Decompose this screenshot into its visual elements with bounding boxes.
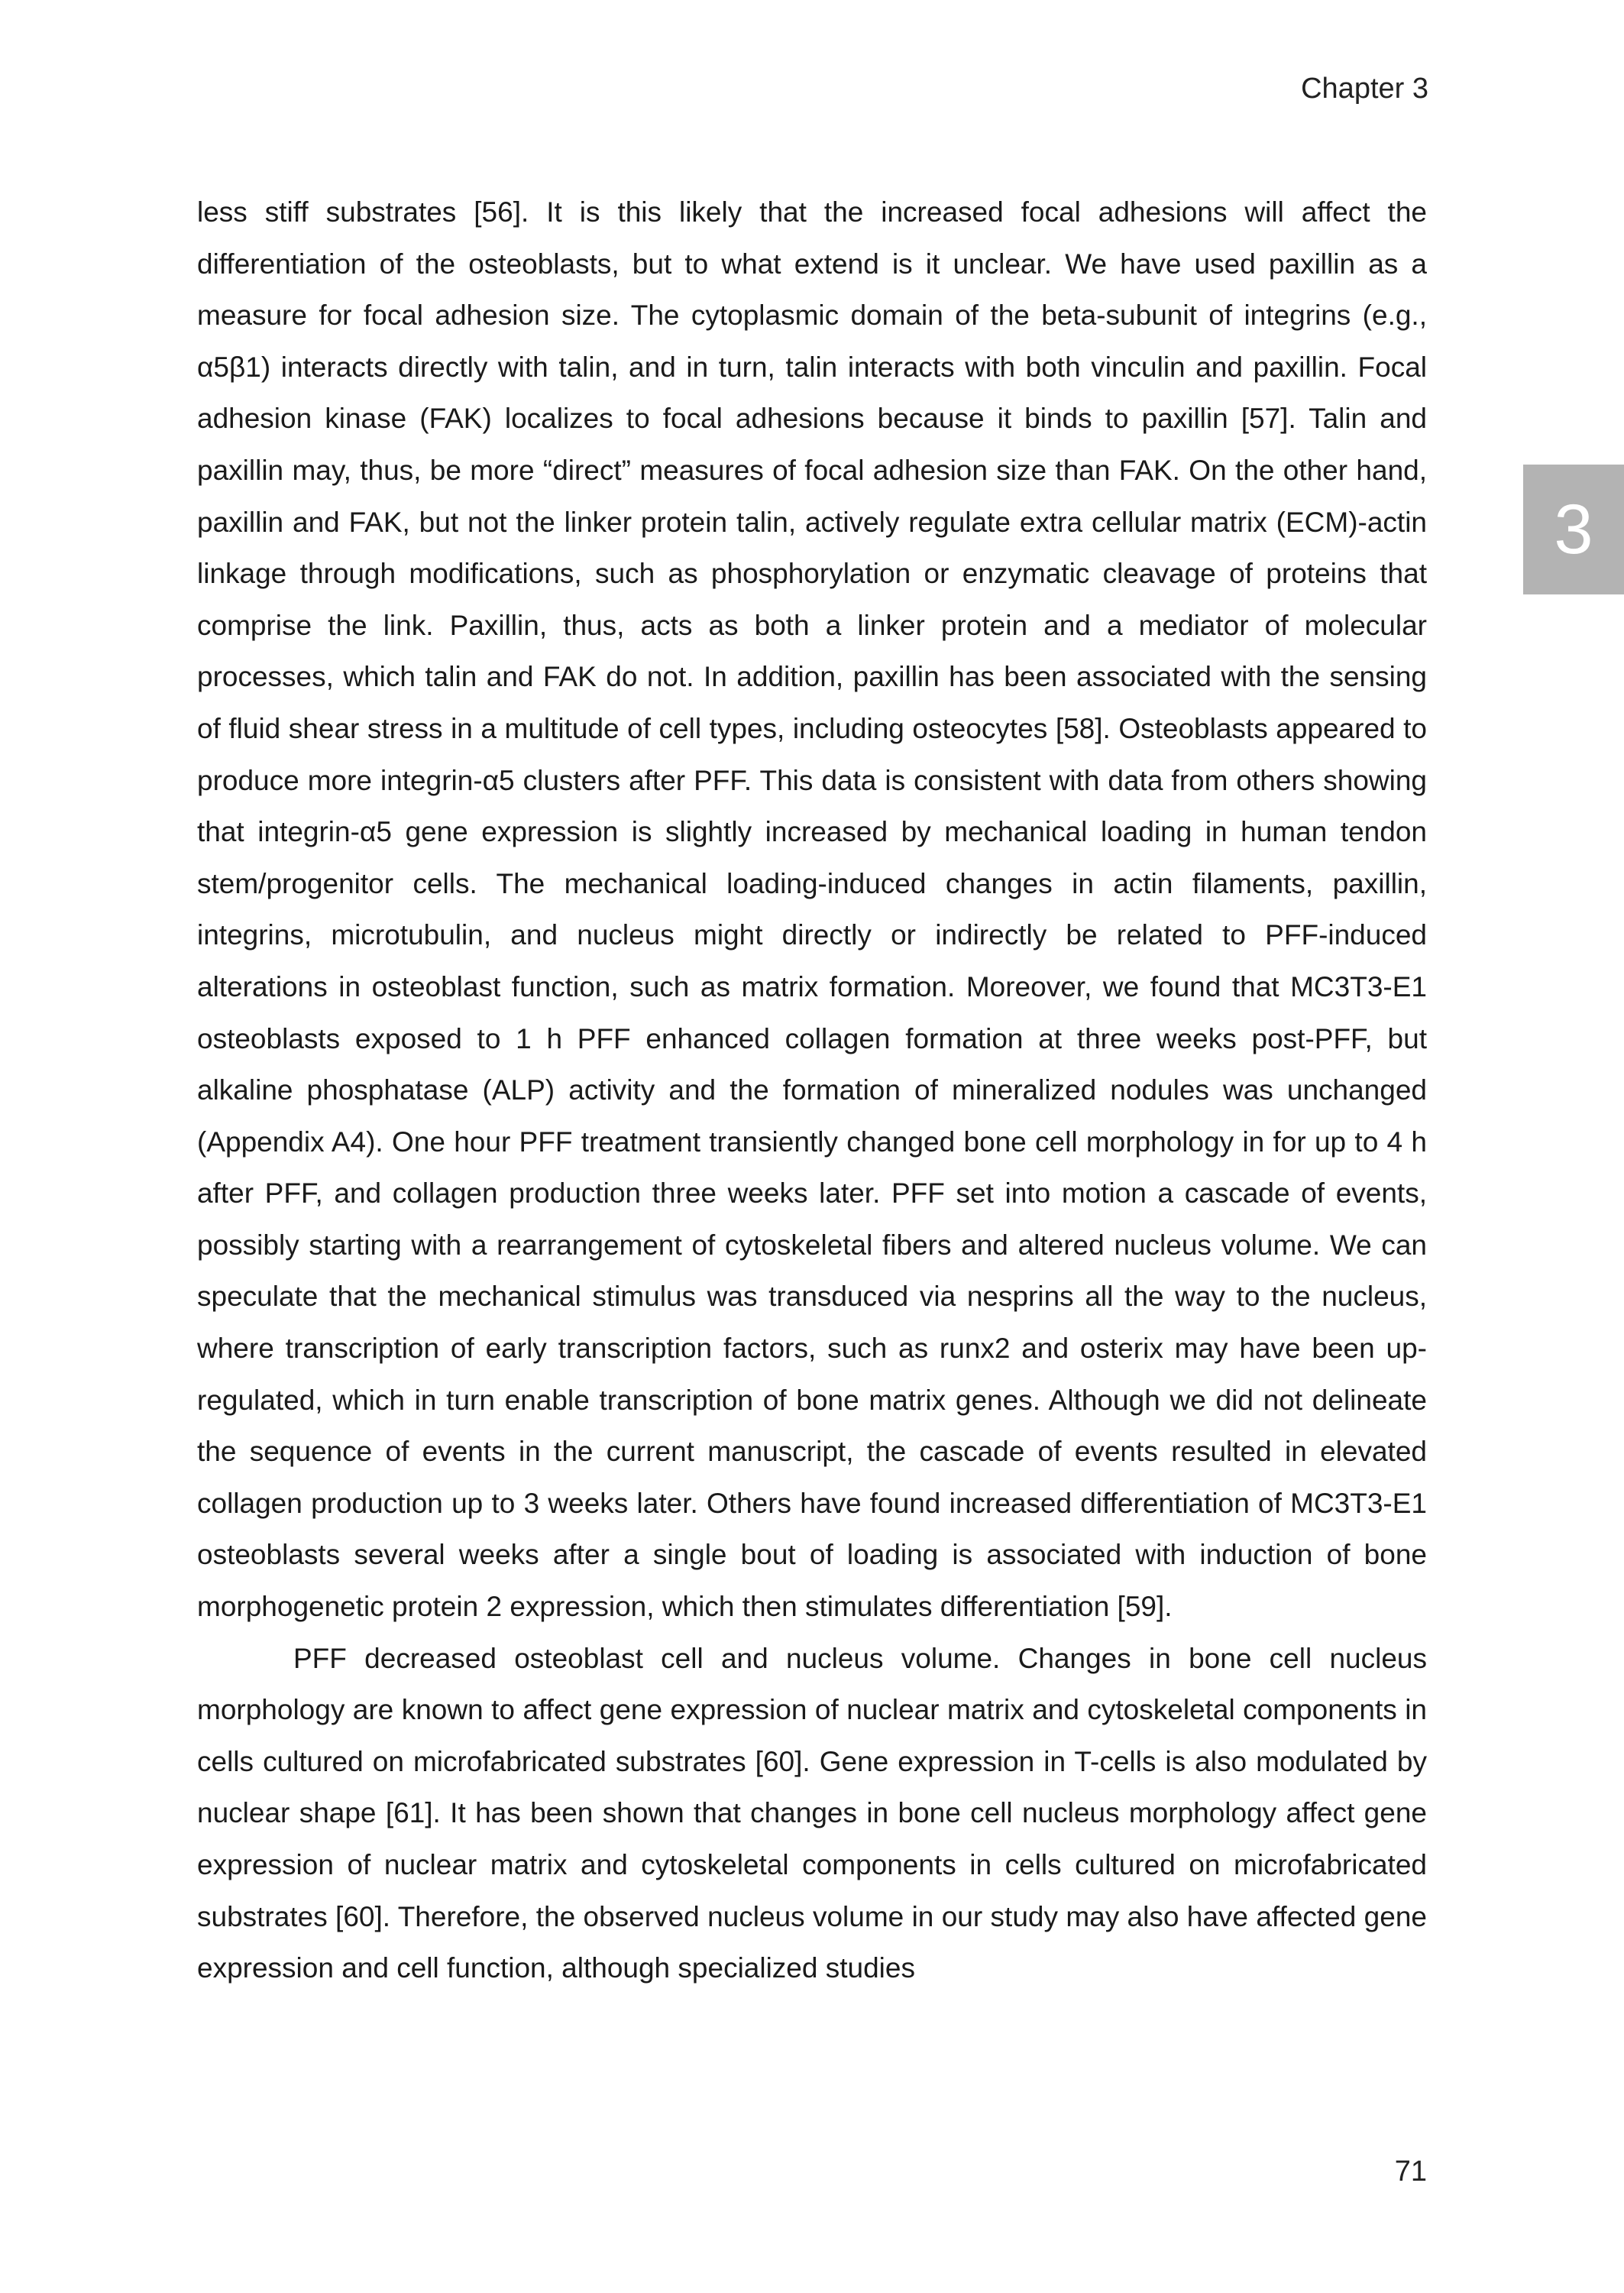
body-text: [197, 186, 1427, 1994]
paragraph-1: less stiff substrates [56]. It is this likely that the increased focal adhesions will affect the differentiation of the osteoblasts, but to what extend is it unclear. We have used paxillin as a measure for focal adhesion size. The cytoplasmic domain of the beta-subunit of integrins (e.g., α5β1) interacts directly with talin, and in turn, talin interacts with both vinculin and paxillin. Focal adhesion kinase (FAK) localizes to focal adhesions because it binds to paxillin [57]. Talin and paxillin may, thus, be more “direct” measures of focal adhesion size than FAK. On the other hand, paxillin and FAK, but not the linker protein talin, actively regulate extra cellular matrix (ECM)-actin linkage through modifications, such as phosphorylation or enzymatic cleavage of proteins that comprise the link. Paxillin, thus, acts as both a linker protein and a mediator of molecular processes, which talin and FAK do not. In addition, paxillin has been associated with the sensing of fluid shear stress in a multitude of cell types, including osteocytes [58]. Osteoblasts appeared to produce more integrin-α5 clusters after PFF. This data is consistent with data from others showing that integrin-α5 gene expression is slightly increased by mechanical loading in human tendon stem/progenitor cells. The mechanical loading-induced changes in actin filaments, paxillin, integrins, microtubulin, and nucleus might directly or indirectly be related to PFF-induced alterations in osteoblast function, such as matrix formation. Moreover, we found that MC3T3-E1 osteoblasts exposed to 1 h PFF enhanced collagen formation at three weeks post-PFF, but alkaline phosphatase (ALP) activity and the formation of mineralized nodules was unchanged (Appendix A4). One hour PFF treatment transiently changed bone cell morphology in for up to 4 h after PFF, and collagen production three weeks later. PFF set into motion a cascade of events, possibly starting with a rearrangement of cytoskeletal fibers and altered nucleus volume. We can speculate that the mechanical stimulus was transduced via nesprins all the way to the nucleus, where transcription of early transcription factors, such as runx2 and osterix may have been up-regulated, which in turn enable transcription of bone matrix genes. Although we did not delineate the sequence of events in the current manuscript, the cascade of events resulted in elevated collagen production up to 3 weeks later. Others have found increased differentiation of MC3T3-E1 osteoblasts several weeks after a single bout of loading is associated with induction of bone morphogenetic protein 2 expression, which then stimulates differentiation [59].: [197, 196, 1427, 1623]
paragraph-2: PFF decreased osteoblast cell and nucleus volume. Changes in bone cell nucleus morphology are known to affect gene expression of nuclear matrix and cytoskeletal components in cells cultured on microfabricated substrates [60]. Gene expression in T-cells is also modulated by nuclear shape [61]. It has been shown that changes in bone cell nucleus morphology affect gene expression of nuclear matrix and cytoskeletal components in cells cultured on microfabricated substrates [60]. Therefore, the observed nucleus volume in our study may also have affected gene expression and cell function, although specialized studies: [197, 1642, 1427, 1984]
chapter-tab: 3: [1523, 465, 1624, 594]
running-head: Chapter 3: [1301, 73, 1428, 105]
page-number: 71: [1394, 2155, 1427, 2188]
